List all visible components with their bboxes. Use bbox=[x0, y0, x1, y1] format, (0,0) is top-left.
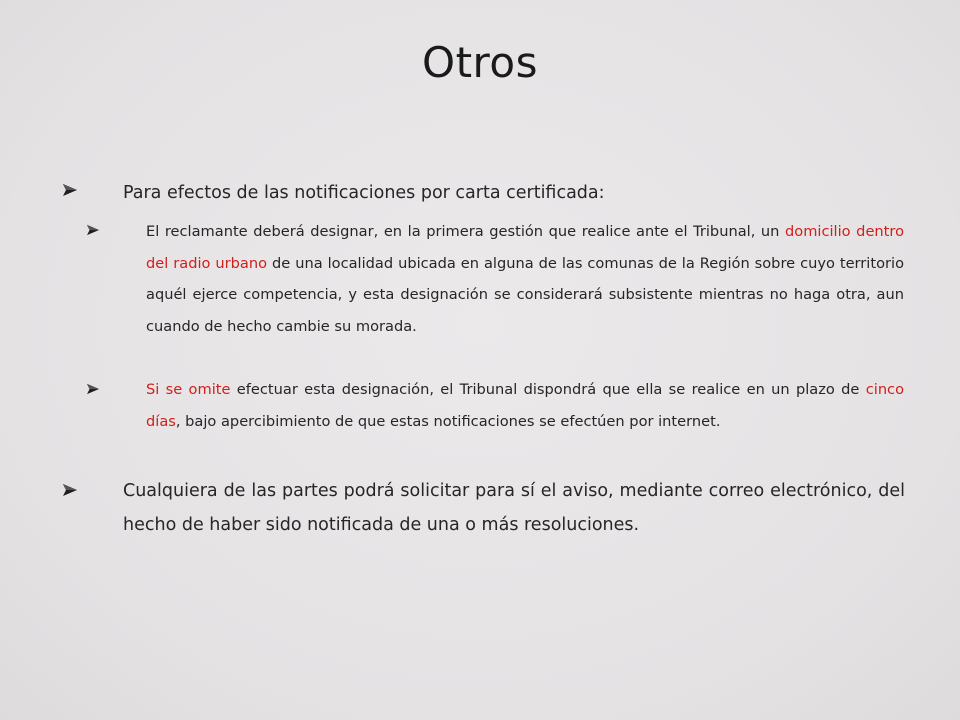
sub-item-designar-domicilio bbox=[146, 216, 904, 342]
arrowhead-bullet-icon bbox=[86, 224, 100, 236]
arrowhead-bullet-icon bbox=[62, 183, 78, 200]
arrowhead-bullet-icon bbox=[62, 183, 78, 197]
sub-item-text: , bajo apercibimiento de que estas notificaciones se efectúen por internet. bbox=[175, 412, 721, 430]
sub-item-omision bbox=[146, 374, 904, 437]
slide-title: Otros bbox=[422, 38, 538, 87]
sub-item-text: El reclamante deberá designar, en la primera gestión que realice ante el Tribunal, un bbox=[146, 223, 786, 240]
sub-item-text: de una localidad ubicada en alguna de las comunas de la Región sobre cuyo territorio aquél ejerce competencia, y esta designación se considerará subsistente mientras no haga otra, aun cuando de hecho cambie su morada. bbox=[146, 254, 904, 335]
arrowhead-bullet-icon bbox=[86, 223, 100, 239]
bullet-item-aviso-correo: Cualquiera de las partes podrá solicitar para sí el aviso, mediante correo electrónico, del hecho de haber sido notificada de una o más resoluciones. bbox=[123, 481, 905, 535]
bullet-item-notificaciones: Para efectos de las notificaciones por carta certificada: bbox=[123, 183, 605, 203]
sub-item-text: efectuar esta designación, el Tribunal dispondrá que ella se realice en un plazo de bbox=[230, 381, 866, 398]
arrowhead-bullet-icon bbox=[62, 483, 78, 500]
arrowhead-bullet-icon bbox=[86, 383, 100, 395]
arrowhead-bullet-icon bbox=[62, 483, 78, 497]
highlight-domicilio: domicilio dentro del radio urbano bbox=[146, 223, 905, 272]
highlight-cinco-dias: cinco días bbox=[146, 381, 905, 430]
arrowhead-bullet-icon bbox=[86, 382, 100, 398]
highlight-si-se-omite: Si se omite bbox=[146, 381, 231, 398]
